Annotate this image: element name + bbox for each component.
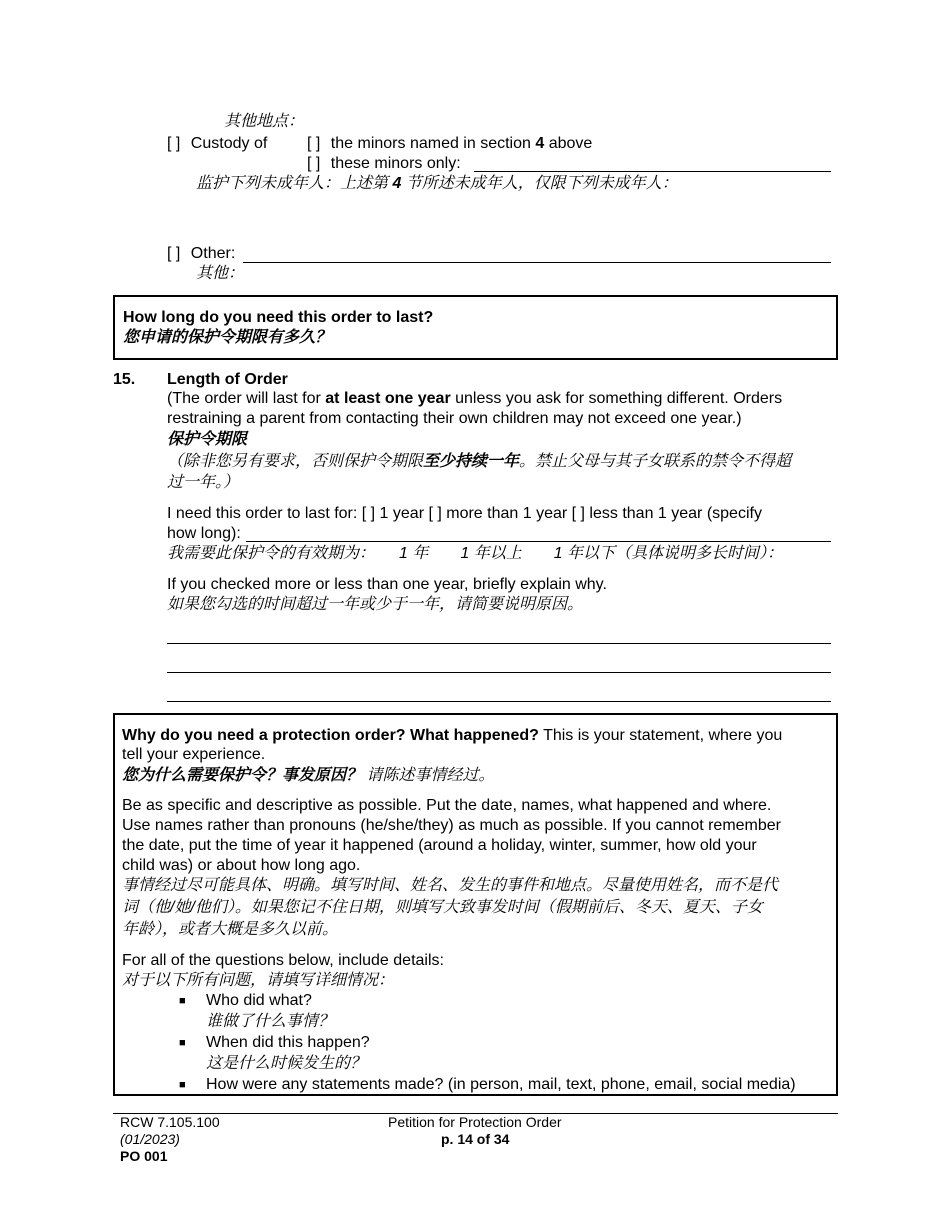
specific-line-4: child was) or about how long ago. bbox=[122, 857, 361, 874]
bullet-2-en: When did this happen? bbox=[206, 1034, 370, 1051]
explain-line-2[interactable] bbox=[167, 672, 831, 673]
explain-line-1[interactable] bbox=[167, 643, 831, 644]
custody-row bbox=[167, 134, 267, 154]
named-minors-section-number: 4 bbox=[535, 135, 545, 152]
other-zh: 其他： bbox=[196, 265, 245, 282]
bullet-icon: ■ bbox=[179, 995, 186, 1007]
section-15-desc-zh-line1 bbox=[167, 452, 791, 472]
footer-title: Petition for Protection Order bbox=[388, 1114, 562, 1130]
section-15-desc-line1 bbox=[167, 389, 782, 409]
custody-zh-pre: 监护下列未成年人：上述第 bbox=[196, 175, 393, 192]
statement-question-zh bbox=[122, 766, 494, 786]
custody-zh-post: 节所述未成年人，仅限下列未成年人： bbox=[401, 175, 678, 192]
desc-zh-line1-post: 。禁止父母与其子女联系的禁令不得超 bbox=[519, 453, 792, 470]
duration-question-zh: 您申请的保护令期限有多久？ bbox=[123, 329, 332, 346]
other-checkbox[interactable]: [ ] bbox=[167, 245, 181, 262]
duration-question-box bbox=[113, 295, 838, 360]
custody-label: Custody of bbox=[190, 135, 268, 152]
custody-option-named-minors bbox=[307, 134, 592, 154]
desc-line1-pre: (The order will last for bbox=[167, 390, 326, 407]
specific-line-2: Use names rather than pronouns (he/she/they) as much as possible. If you cannot remember bbox=[122, 817, 782, 834]
these-minors-input-line[interactable] bbox=[474, 171, 831, 172]
statement-question-zh-bold: 您为什么需要保护令？事发原因？ bbox=[122, 767, 363, 784]
desc-zh-line1-pre: （除非您另有要求，否则保护令期限 bbox=[167, 453, 424, 470]
custody-zh bbox=[196, 174, 678, 194]
these-minors-checkbox[interactable]: [ ] bbox=[307, 155, 321, 172]
specific-zh-line-2: 词（他/她/他们）。如果您记不住日期，则填写大致事发时间（假期前后、冬天、夏天、子女 bbox=[122, 899, 763, 916]
bullet-icon: ■ bbox=[179, 1079, 186, 1091]
duration-choice-line2: how long): bbox=[167, 525, 241, 542]
other-input-line[interactable] bbox=[243, 262, 831, 263]
explain-line-3[interactable] bbox=[167, 701, 831, 702]
statement-instructions-box bbox=[113, 713, 838, 1096]
custody-option-these-minors bbox=[307, 154, 461, 174]
custody-checkbox[interactable]: [ ] bbox=[167, 135, 181, 152]
desc-line1-post: unless you ask for something different. Orders bbox=[450, 390, 783, 407]
specific-zh-line-1: 事情经过尽可能具体、明确。填写时间、姓名、发生的事件和地点。尽量使用姓名，而不是代 bbox=[122, 877, 779, 894]
duration-choice-zh: 我需要此保护令的有效期为： 1 年 1 年以上 1 年以下（具体说明多长时间）： bbox=[167, 545, 784, 562]
specific-line-1: Be as specific and descriptive as possible. Put the date, names, what happened and where. bbox=[122, 797, 772, 814]
other-location-zh: 其他地点： bbox=[224, 113, 305, 130]
duration-choice-line1[interactable]: I need this order to last for: [ ] 1 year [ ] more than 1 year [ ] less than 1 year (specify bbox=[167, 505, 762, 522]
statement-question-rest: This is your statement, where you bbox=[538, 727, 783, 744]
specific-zh-line-3: 年龄），或者大概是多久以前。 bbox=[122, 921, 339, 938]
bullet-1-en: Who did what? bbox=[206, 992, 312, 1009]
bullet-3-en: How were any statements made? (in person, mail, text, phone, email, social media) bbox=[206, 1076, 796, 1093]
footer-page-number: p. 14 of 34 bbox=[441, 1131, 510, 1147]
footer-date: (01/2023) bbox=[120, 1131, 180, 1147]
specific-line-3: the date, put the time of year it happened (around a holiday, winter, summer, how old your bbox=[122, 837, 757, 854]
custody-zh-num: 4 bbox=[392, 175, 402, 192]
footer-rcw: RCW 7.105.100 bbox=[120, 1114, 220, 1130]
explain-why-en: If you checked more or less than one year, briefly explain why. bbox=[167, 576, 607, 593]
bullet-1-zh: 谁做了什么事情？ bbox=[206, 1013, 335, 1030]
named-minors-text-post: above bbox=[544, 135, 593, 152]
section-15-number: 15. bbox=[113, 371, 136, 388]
statement-question-bold: Why do you need a protection order? What happened? bbox=[122, 727, 539, 744]
desc-zh-line1-bold: 至少持续一年 bbox=[423, 453, 520, 470]
explain-why-zh: 如果您勾选的时间超过一年或少于一年，请简要说明原因。 bbox=[167, 596, 584, 613]
statement-question-line1 bbox=[122, 726, 782, 746]
section-15-desc-zh-line2: 过一年。） bbox=[167, 474, 240, 491]
bullet-icon: ■ bbox=[179, 1037, 186, 1049]
desc-line1-bold: at least one year bbox=[325, 390, 451, 407]
section-15-title-zh: 保护令期限 bbox=[167, 431, 248, 448]
other-label: Other: bbox=[190, 245, 236, 262]
section-15-desc-line2: restraining a parent from contacting their own children may not exceed one year.) bbox=[167, 410, 742, 427]
named-minors-text-pre: the minors named in section bbox=[330, 135, 536, 152]
duration-question-en: How long do you need this order to last? bbox=[123, 309, 434, 326]
named-minors-checkbox[interactable]: [ ] bbox=[307, 135, 321, 152]
details-en: For all of the questions below, include details: bbox=[122, 952, 444, 969]
section-15-title: Length of Order bbox=[167, 371, 288, 388]
other-row bbox=[167, 244, 235, 264]
statement-question-zh-rest: 请陈述事情经过。 bbox=[362, 767, 495, 784]
bullet-2-zh: 这是什么时候发生的？ bbox=[206, 1055, 367, 1072]
statement-question-line2: tell your experience. bbox=[122, 746, 266, 763]
footer-form-number: PO 001 bbox=[120, 1148, 168, 1164]
specify-duration-input-line[interactable] bbox=[246, 541, 831, 542]
these-minors-label: these minors only: bbox=[330, 155, 461, 172]
details-zh: 对于以下所有问题，请填写详细情况： bbox=[122, 972, 395, 989]
